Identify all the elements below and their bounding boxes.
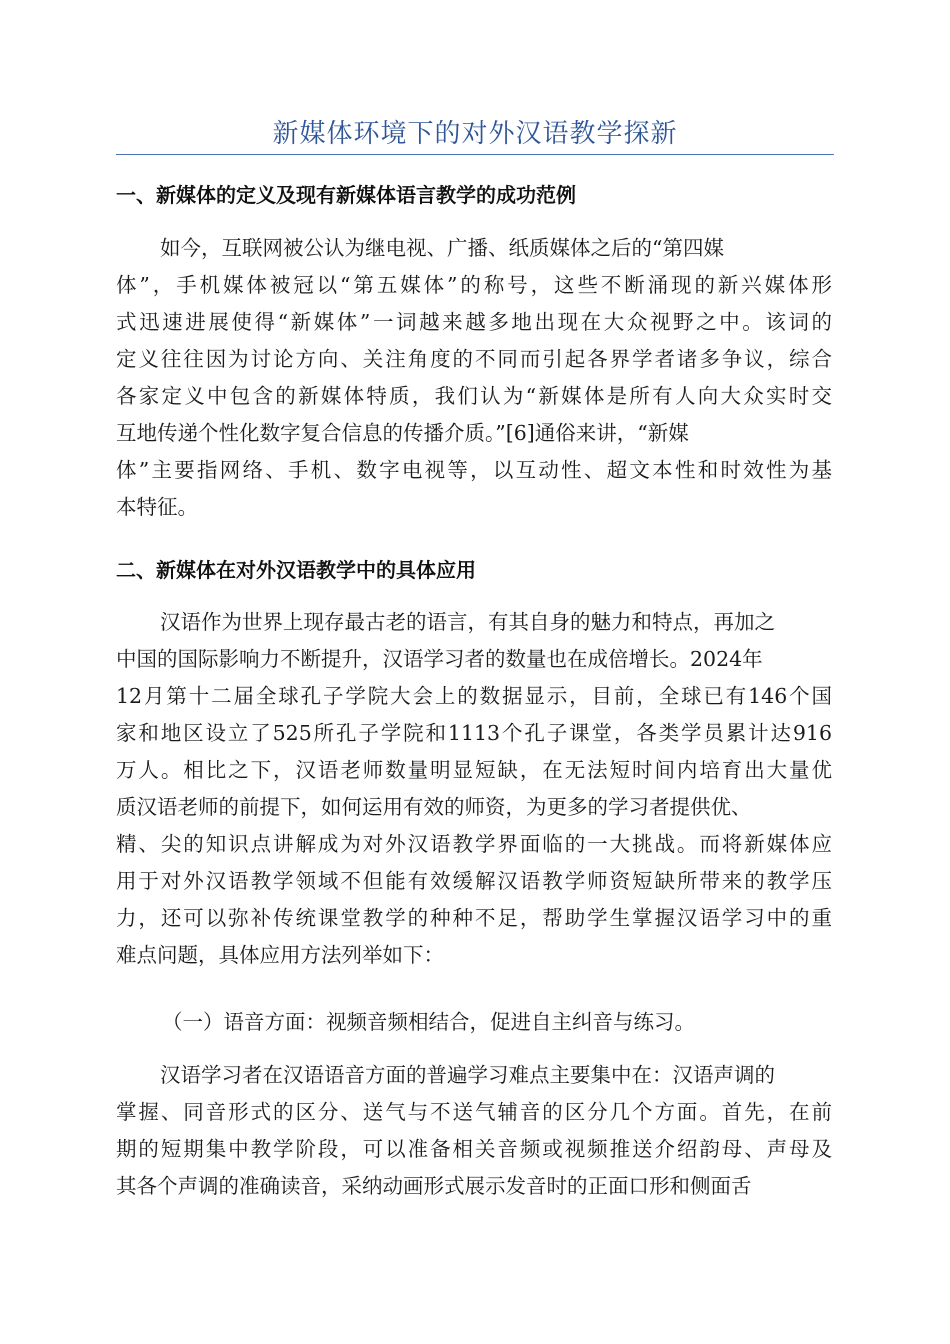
paragraph-line: 期的短期集中教学阶段，可以准备相关音频或视频推送介绍韵母、声母及 [116,1137,832,1161]
paragraph-line: 体”，手机媒体被冠以“第五媒体”的称号，这些不断涌现的新兴媒体形 [116,273,832,297]
paragraph-line: 如今，互联网被公认为继电视、广播、纸质媒体之后的“第四媒 [160,236,724,260]
paragraph-line: 各家定义中包含的新媒体特质，我们认为“新媒体是所有人向大众实时交 [116,384,832,408]
subsection-1-heading: （一）语音方面：视频音频相结合，促进自主纠音与练习。 [162,1010,695,1034]
paragraph-line: 互地传递个性化数字复合信息的传播介质。”[6]通俗来讲，“新媒 [116,421,689,445]
paragraph-line: 中国的国际影响力不断提升，汉语学习者的数量也在成倍增长。2024年 [116,647,763,671]
paragraph-line: 用于对外汉语教学领域不但能有效缓解汉语教学师资短缺所带来的教学压 [116,869,832,893]
paragraph-line: 定义往往因为讨论方向、关注角度的不同而引起各界学者诸多争议，综合 [116,347,832,371]
paragraph-line: 汉语作为世界上现存最古老的语言，有其自身的魅力和特点，再加之 [160,610,775,634]
paragraph-line: 掌握、同音形式的区分、送气与不送气辅音的区分几个方面。首先，在前 [116,1100,832,1124]
paragraph-line: 体”主要指网络、手机、数字电视等，以互动性、超文本性和时效性为基 [116,458,832,482]
paragraph-line: 质汉语老师的前提下，如何运用有效的师资，为更多的学习者提供优、 [116,795,752,819]
document-title: 新媒体环境下的对外汉语教学探新 [272,119,678,149]
section-1-paragraph [116,230,832,526]
paragraph-line: 12月第十二届全球孔子学院大会上的数据显示，目前，全球已有146个国 [116,684,832,708]
section-2-paragraph [116,604,832,974]
section-1-heading: 一、新媒体的定义及现有新媒体语言教学的成功范例 [116,183,576,207]
paragraph-line: 力，还可以弥补传统课堂教学的种种不足，帮助学生掌握汉语学习中的重 [116,906,832,930]
subsection-1-paragraph [116,1057,832,1205]
paragraph-line: 家和地区设立了525所孔子学院和1113个孔子课堂，各类学员累计达916 [116,721,832,745]
paragraph-line: 其各个声调的准确读音，采纳动画形式展示发音时的正面口形和侧面舌 [116,1174,752,1198]
paragraph-line: 万人。相比之下，汉语老师数量明显短缺，在无法短时间内培育出大量优 [116,758,832,782]
paragraph-line: 本特征。 [116,495,198,519]
title-underline [116,154,834,155]
paragraph-line: 难点问题，具体应用方法列举如下： [116,943,444,967]
paragraph-line: 汉语学习者在汉语语音方面的普遍学习难点主要集中在：汉语声调的 [160,1063,775,1087]
paragraph-line: 式迅速进展使得“新媒体”一词越来越多地出现在大众视野之中。该词的 [116,310,832,334]
section-2-heading: 二、新媒体在对外汉语教学中的具体应用 [116,558,476,582]
paragraph-line: 精、尖的知识点讲解成为对外汉语教学界面临的一大挑战。而将新媒体应 [116,832,832,856]
